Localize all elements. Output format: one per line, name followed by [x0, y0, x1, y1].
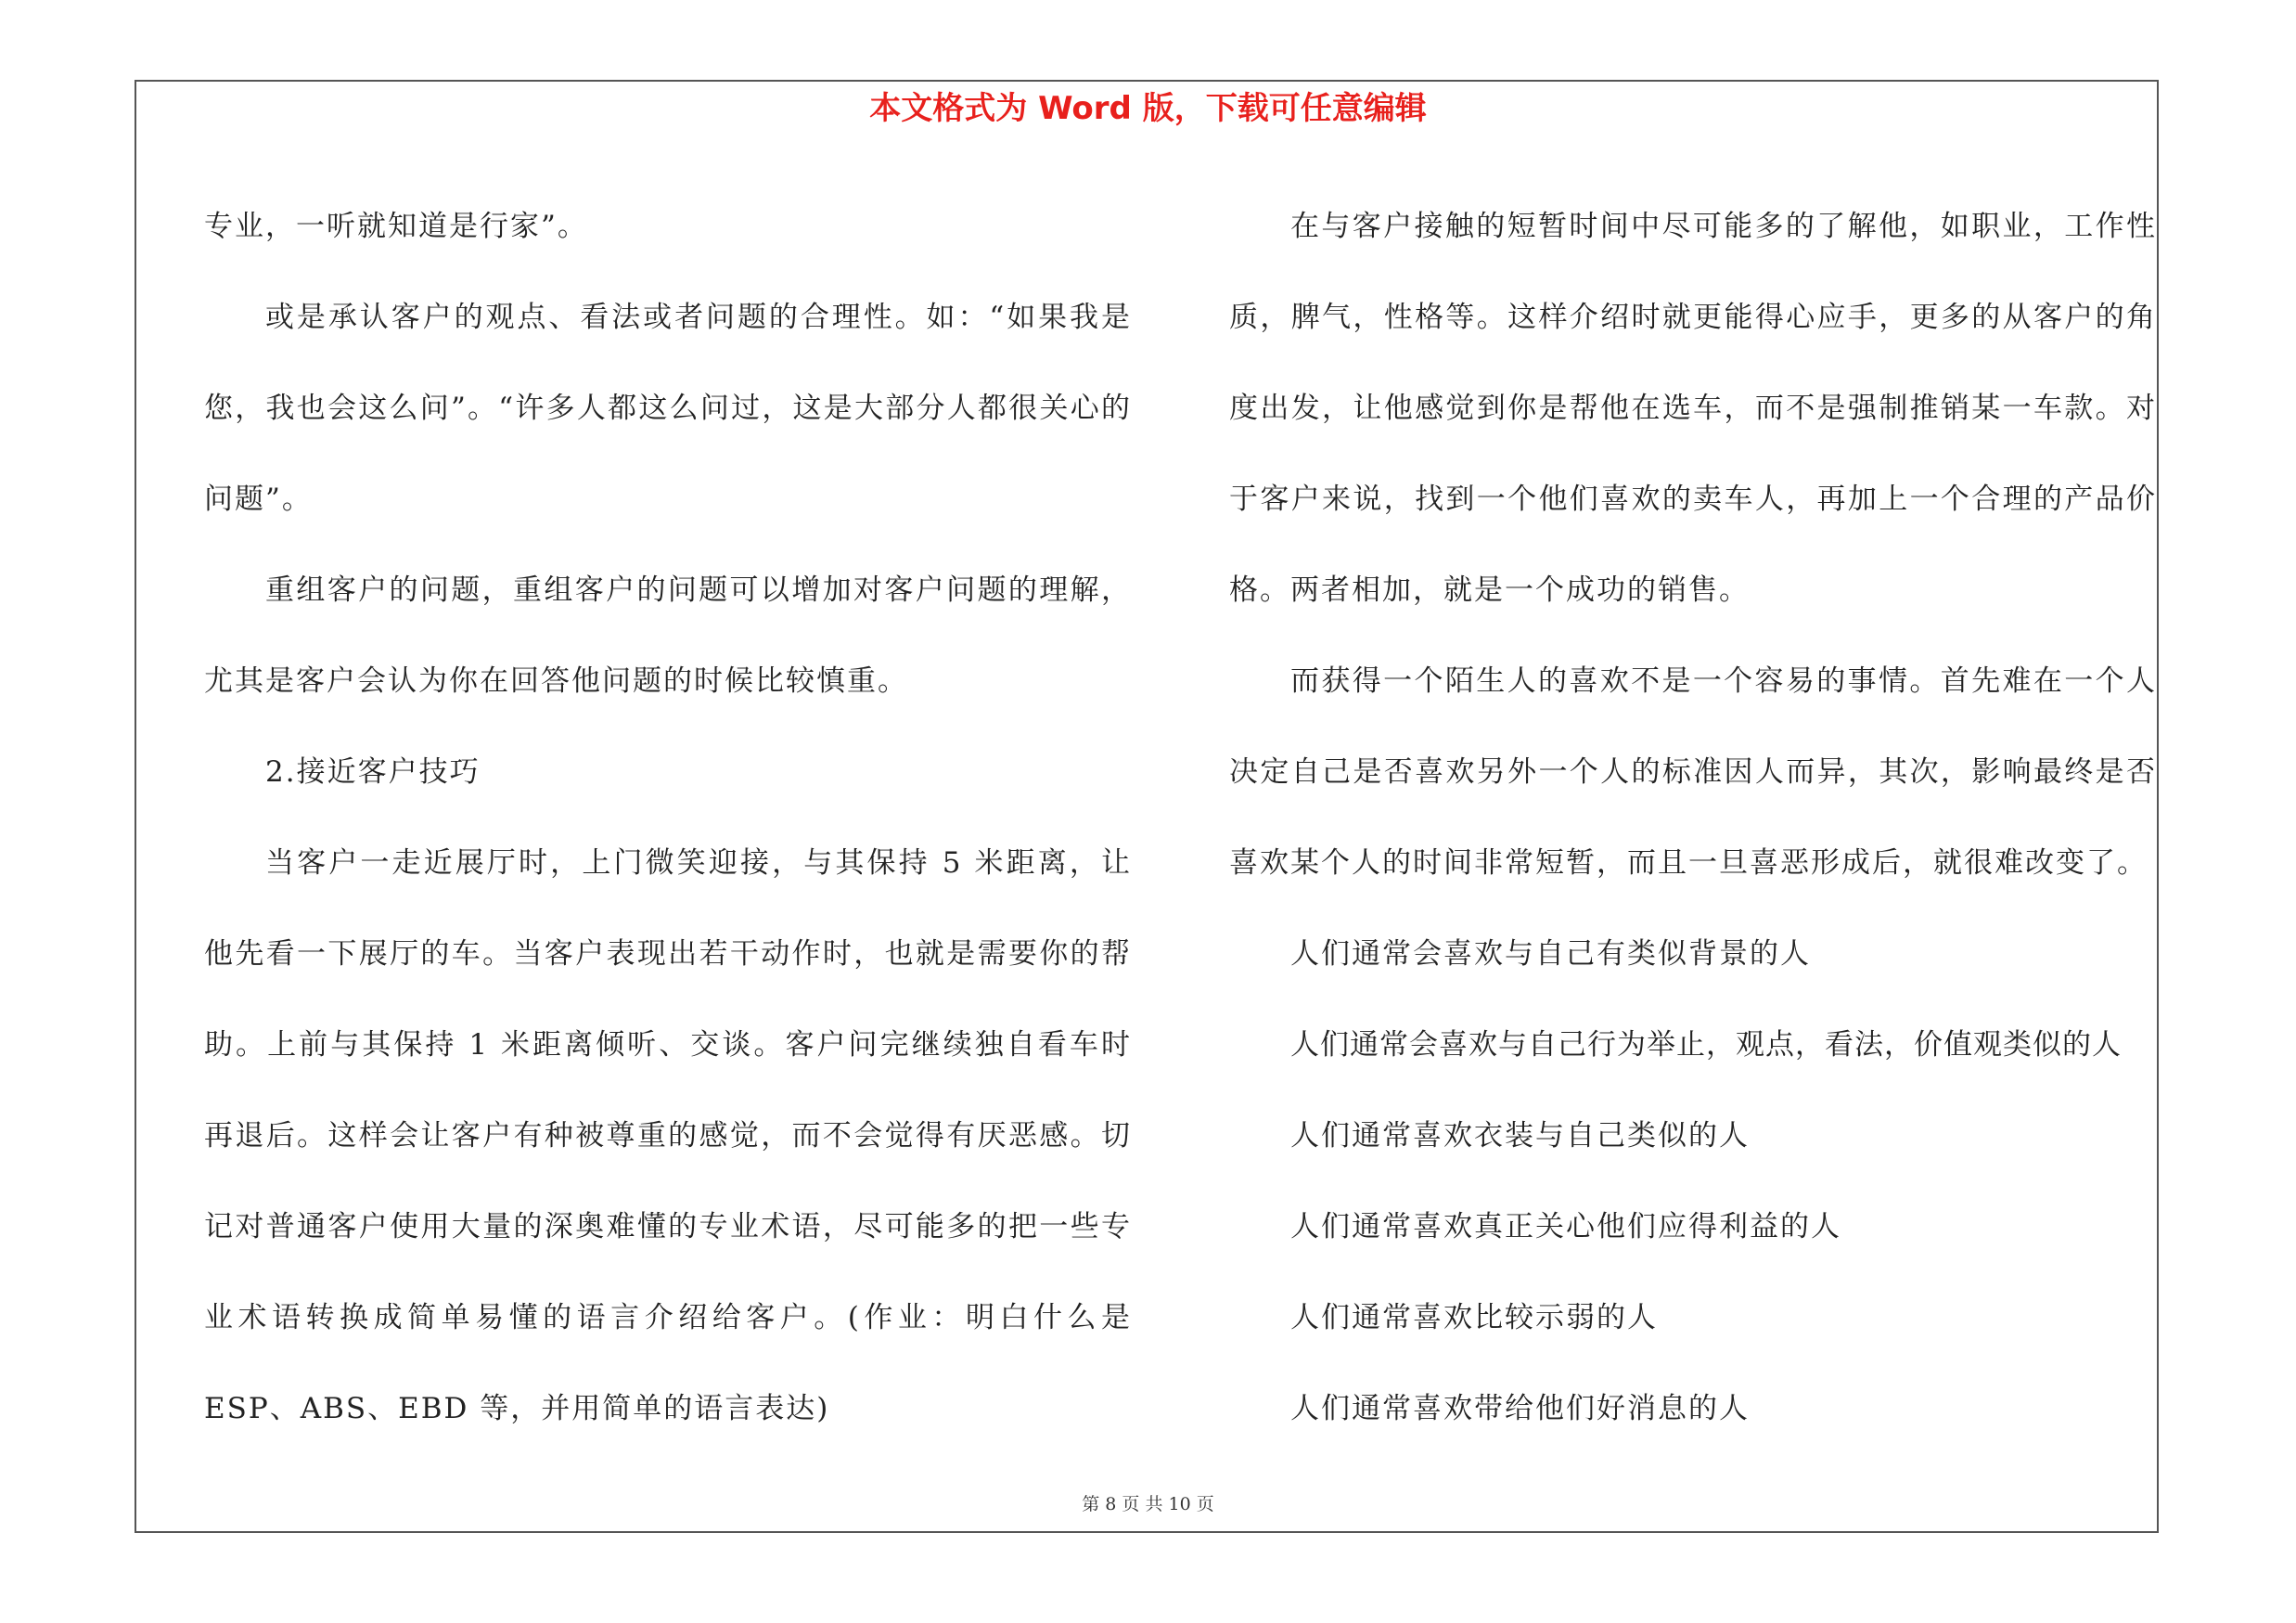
left-column — [204, 181, 1132, 1454]
paragraph: 在与客户接触的短暂时间中尽可能多的了解他，如职业，工作性质，脾气，性格等。这样介绍时就更能得心应手，更多的从客户的角度出发，让他感觉到你是帮他在选车，而不是强制推销某一车款。对于客户来说，找到一个他们喜欢的卖车人，再加上一个合理的产品价格。两者相加，就是一个成功的销售。 — [1229, 210, 2157, 607]
list-item: 人们通常会喜欢与自己行为举止，观点，看法，价值观类似的人 — [1290, 1028, 2122, 1062]
paragraph: 重组客户的问题，重组客户的问题可以增加对客户问题的理解，尤其是客户会认为你在回答他问题的时候比较慎重。 — [204, 573, 1132, 698]
paragraph: 而获得一个陌生人的喜欢不是一个容易的事情。首先难在一个人决定自己是否喜欢另外一个人的标准因人而异，其次，影响最终是否喜欢某个人的时间非常短暂，而且一旦喜恶形成后，就很难改变了。 — [1229, 664, 2157, 880]
list-item: 人们通常喜欢比较示弱的人 — [1290, 1301, 1658, 1334]
list-item: 人们通常喜欢真正关心他们应得利益的人 — [1290, 1210, 1841, 1243]
list-item: 人们通常喜欢衣装与自己类似的人 — [1290, 1119, 1750, 1153]
paragraph: 或是承认客户的观点、看法或者问题的合理性。如：“如果我是您，我也会这么问”。“许多人都这么问过，这是大部分人都很关心的问题”。 — [204, 301, 1132, 516]
section-heading: 2.接近客户技巧 — [265, 755, 481, 789]
list-item: 人们通常喜欢带给他们好消息的人 — [1290, 1392, 1750, 1425]
page-number-footer: 第 8 页 共 10 页 — [1082, 1494, 1214, 1514]
paragraph: 专业，一听就知道是行家”。 — [204, 210, 588, 243]
paragraph: 当客户一走近展厅时，上门微笑迎接，与其保持 5 米距离，让他先看一下展厅的车。当客户表现出若干动作时，也就是需要你的帮助。上前与其保持 1 米距离倾听、交谈。客户问完继续独自看车时再退后。这样会让客户有种被尊重的感觉，而不会觉得有厌恶感。切记对普通客户使用大量的深奥难懂的专业术语，尽可能多的把一些专业术语转换成简单易懂的语言介绍给客户。(作业：明白什么是 ESP、ABS、EBD 等，并用简单的语言表达) — [204, 846, 1132, 1425]
right-column — [1229, 181, 2157, 1454]
format-banner: 本文格式为 Word 版，下载可任意编辑 — [869, 90, 1427, 127]
list-item: 人们通常会喜欢与自己有类似背景的人 — [1290, 937, 1811, 971]
